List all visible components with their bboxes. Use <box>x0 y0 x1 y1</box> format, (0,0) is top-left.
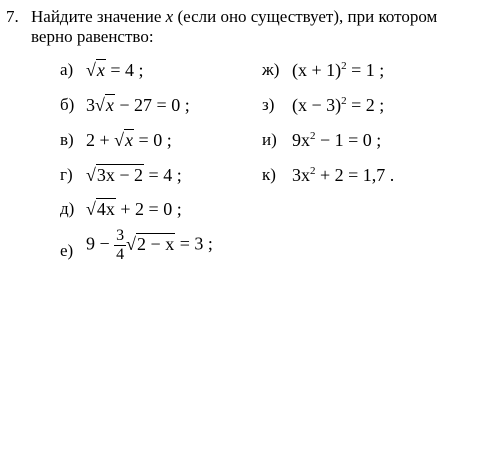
sqrt-expression: √x <box>86 60 105 80</box>
item-label: и) <box>262 130 277 149</box>
item-label: з) <box>262 95 275 114</box>
item-z: з) $(x - 3)^2 = 2$ ; <box>262 95 385 115</box>
question-text-part2: (если оно существует), при котором <box>173 7 438 26</box>
sqrt-expression: √x <box>114 130 134 150</box>
item-label: а) <box>60 60 74 79</box>
question-variable: x <box>165 7 174 26</box>
sqrt-expression: √2 − x <box>126 233 175 254</box>
item-label: е) <box>60 241 74 260</box>
question-text-part1: Найдите значение <box>31 7 166 26</box>
item-label: в) <box>60 130 74 149</box>
item-e: е) 9 − $\frac{3}{4}$ √2 − x = 3 ; <box>60 227 213 263</box>
item-label: г) <box>60 165 73 184</box>
item-d: д) √4x + 2 = 0 ; <box>60 199 182 219</box>
item-label: б) <box>60 95 75 114</box>
sqrt-expression: √4x <box>86 199 115 219</box>
item-i: и) $9x^2 - 1 = 0$ ; <box>262 130 382 150</box>
sqrt-expression: √x <box>95 95 114 115</box>
question-text-line2: верно равенство: <box>31 27 154 46</box>
fraction: $\frac{3}{4}$ <box>116 227 125 263</box>
item-g: г) √3x − 2 = 4 ; <box>60 165 182 185</box>
item-v: в) 2 + √x = 0 ; <box>60 130 172 150</box>
item-zh: ж) $(x + 1)^2 = 1$ ; <box>262 60 385 80</box>
item-b: б) 3√x − 27 = 0 ; <box>60 95 190 115</box>
item-label: ж) <box>262 60 280 79</box>
item-k: к) $3x^2 + 2 = 1,7$ . <box>262 165 395 185</box>
item-a: а) √x = 4 ; <box>60 60 144 80</box>
item-label: д) <box>60 199 75 218</box>
question-text <box>31 7 437 27</box>
question-number: 7. <box>6 7 19 26</box>
sqrt-expression: √3x − 2 <box>86 165 144 185</box>
item-label: к) <box>262 165 276 184</box>
